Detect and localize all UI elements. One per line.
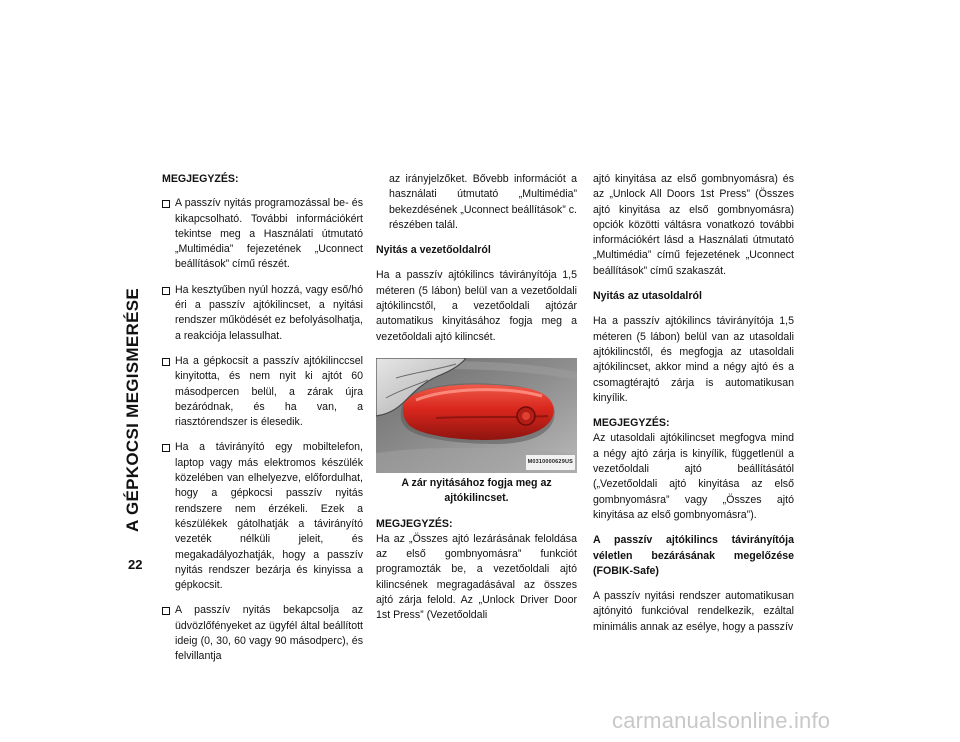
checkbox-bullet-icon (162, 607, 170, 615)
note-bullet (162, 603, 363, 664)
bullet-text: Ha a távirányító egy mobiltelefon, laptop vagy más elektromos készülék közelében van elhelyezve, előfordulhat, hogy a gépkocsi passzív nyitás rendszere nem érzékeli. Ezek a készülékek gátolhatják a távirányító vezeték nélküli jeleit, és megakadályozhatják, hogy a passzív nyitás rendszer bezárja és kinyissa a gépkocsit. (175, 441, 363, 592)
column-1 (162, 172, 363, 665)
note-text: Ha az „Összes ajtó lezárásának feloldása az első gombnyomásra” funkciót programozták be, a vezetőoldali ajtó kilincsének megragadásával az összes ajtó zárja felold. Az „Unlock Driver Door 1st Press” (Vezetőoldali (376, 532, 577, 622)
note-text: Az utasoldali ajtókilincset megfogva mind a négy ajtó zárja is kinyílik, függetlenül a vezetőoldali ajtó beállításától („Vezetőoldali ajtó kinyitása az első gombnyomásra” vagy „Összes ajtó kinyitása az első gombnyomásra”). (593, 432, 794, 521)
paragraph-fobik: A passzív nyitási rendszer automatikusan ajtónyitó funkcióval rendelkezik, ezáltal minimális annak az esélye, hogy a passzív (593, 590, 794, 633)
checkbox-bullet-icon (162, 200, 170, 208)
section-heading-fobik: A passzív ajtókilincs távirányítója véletlen bezárásának megelőzése (FOBIK-Safe) (593, 534, 794, 577)
note-bullet (162, 354, 363, 430)
continued-note-text: ajtó kinyitása az első gombnyomásra) és az „Unlock All Doors 1st Press” (Összes ajtó kinyitása az első gombnyomásra) opciók közötti váltásra vonatkozó további információkért lásd a Használati útmutató „Multimédia” című fejezetének „Uconnect beállítások” című szakaszát. (593, 173, 794, 277)
checkbox-bullet-icon (162, 358, 170, 366)
continued-bullet-text: az irányjelzőket. Bővebb információt a használati útmutató „Multimédia” bekezdésének „Uconnect beállítások” c. részében talál. (389, 173, 577, 231)
page-number: 22 (128, 557, 143, 572)
bullet-text: Ha a gépkocsit a passzív ajtókilinccsel kinyitotta, és nem nyit ki ajtót 60 másodpercen belül, a zárak újra bezáródnak, és ha van, a riasztórendszer is élesedik. (175, 354, 363, 429)
paragraph-passenger: Ha a passzív ajtókilincs távirányítója 1,5 méteren (5 lábon) belül van az utasoldali ajtókilincstől, és megfogja az utasoldali ajtókilincset, akkor mind a négy ajtó és a csomagtérajtó zárja is automatikusan kinyílik. (593, 315, 794, 404)
bullet-text: Ha kesztyűben nyúl hozzá, vagy eső/hó éri a passzív ajtókilincset, a nyitási rendszer működését ez befolyásolhatja, a reakciója lelassulhat. (175, 283, 363, 342)
column-3 (593, 172, 794, 635)
column-2 (376, 172, 577, 624)
checkbox-bullet-icon (162, 287, 170, 295)
checkbox-bullet-icon (162, 444, 170, 452)
note-heading: MEGJEGYZÉS: (593, 417, 670, 430)
door-handle-figure (376, 358, 577, 473)
note-bullet-list (162, 196, 363, 664)
note-bullet (162, 196, 363, 272)
note-heading: MEGJEGYZÉS: (162, 173, 239, 185)
side-title-text: A GÉPKOCSI MEGISMERÉSE (123, 287, 142, 533)
note-bullet (162, 440, 363, 593)
note-heading: MEGJEGYZÉS: (376, 517, 453, 530)
note-bullet (162, 283, 363, 344)
section-heading-passenger: Nyitás az utasoldalról (593, 290, 702, 303)
bullet-text: A passzív nyitás programozással be- és kikapcsolható. További információkért tekintse meg a Használati útmutató „Multimédia” fejezetének „Uconnect beállítások” című részét. (175, 197, 363, 271)
section-heading-driver: Nyitás a vezetőoldalról (376, 244, 491, 257)
figure-code: M0310000629US (526, 455, 575, 470)
paragraph-driver: Ha a passzív ajtókilincs távirányítója 1,5 méteren (5 lábon) belül van a vezetőoldali ajtókilincstől, a vezetőoldali ajtózár automatikus kinyitásához fogja meg a vezetőoldali ajtó kilincsét. (376, 269, 577, 343)
bullet-text: A passzív nyitás bekapcsolja az üdvözlőfényeket az ügyfél által beállított ideig (0, 30, 60 vagy 90 másodperc), és felvillantja (175, 604, 363, 663)
figure-caption: A zár nyitásához fogja meg az ajtókilincset. (401, 476, 552, 505)
watermark-text: carmanualsonline.info (612, 708, 831, 733)
